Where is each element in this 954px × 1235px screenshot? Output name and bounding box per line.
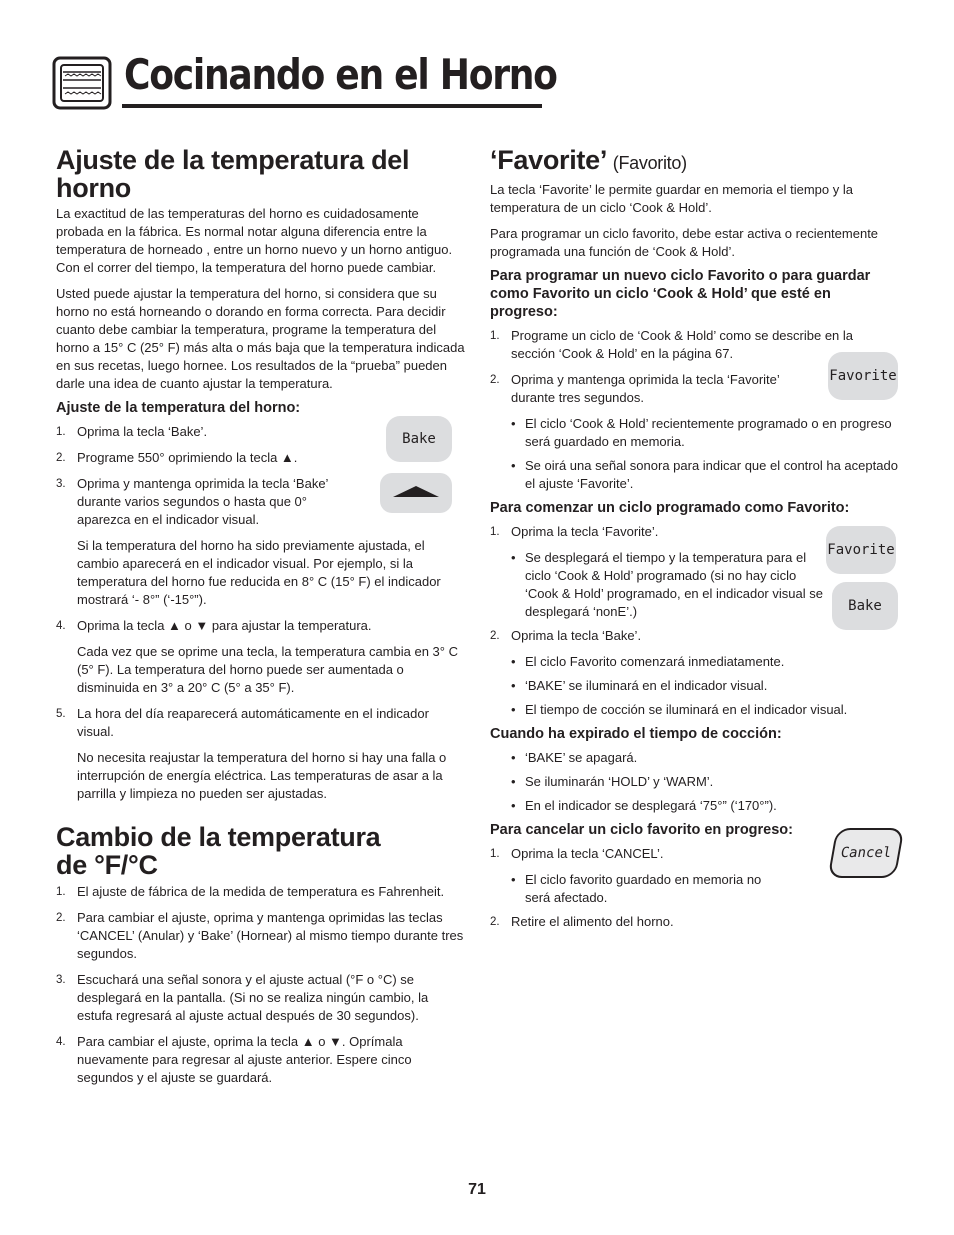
bullet-text: Se desplegará el tiempo y la temperatura para el ciclo ‘Cook & Hold’ programado (si no hay ciclo ‘Cook & Hold’ programado, en el indicador visual se desplegará ‘nonE’.) bbox=[525, 550, 823, 619]
step-number: 1. bbox=[490, 526, 500, 538]
list-item: • El tiempo de cocción se iluminará en el indicador visual. bbox=[511, 702, 848, 717]
step-number: 1. bbox=[56, 886, 66, 898]
adjust-step bbox=[56, 475, 357, 529]
step-text: Para cambiar el ajuste, oprima la tecla ▲ o ▼. Oprímala nuevamente para regresar al ajuste anterior. Espere cinco segundos y el ajuste se guardará. bbox=[77, 1034, 412, 1085]
units-step bbox=[56, 971, 466, 1025]
step-number: 2. bbox=[490, 916, 500, 928]
step-text: Programe 550° oprimiendo la tecla ▲. bbox=[77, 450, 298, 465]
adjust-subheading: Ajuste de la temperatura del horno: bbox=[56, 400, 301, 416]
step-text: Para cambiar el ajuste, oprima y mantenga oprimidas las teclas ‘CANCEL’ (Anular) y ‘Bake’ (Hornear) al mismo tiempo durante tres segundos. bbox=[77, 910, 464, 961]
step-note: Si la temperatura del horno ha sido previamente ajustada, el cambio aparecerá en el indicador visual. Por ejemplo, si la temperatura del horno fue reducida en 8° C (15° F) el indicador mostrará ‘- 8°” (‘-15°”). bbox=[77, 538, 441, 607]
step-number: 3. bbox=[56, 478, 66, 490]
section-heading-adjust: Ajuste de la temperatura del horno bbox=[56, 145, 410, 203]
step-note: Cada vez que se oprime una tecla, la temperatura cambia en 3° C (5° F). La temperatura del horno puede ser aumentada o disminuida en 3° a 20° C (5° a 35° F). bbox=[77, 644, 458, 695]
up-arrow-icon bbox=[393, 486, 439, 497]
step-text: Oprima la tecla ‘Bake’. bbox=[511, 628, 642, 643]
units-step bbox=[56, 883, 466, 901]
bullet-text: Se iluminarán ‘HOLD’ y ‘WARM’. bbox=[525, 774, 714, 789]
step-number: 1. bbox=[490, 848, 500, 860]
left-column bbox=[56, 146, 466, 1095]
bullet-text: ‘BAKE’ se apagará. bbox=[525, 750, 638, 765]
bullet-text: El ciclo ‘Cook & Hold’ recientemente programado o en progreso será guardado en memoria. bbox=[525, 416, 892, 449]
adjust-para-2: Usted puede ajustar la temperatura del horno, si considera que su horno no está horneando o dorando en forma correcta. Para decidir cuanto debe cambiar la temperatura, programe la temperatura del horno a 15° C (25° F) más alta o más baja que la temperatura indicada en sus recetas, luego hornee. Los resultados de la “prueba” pueden darle una idea de cuanto ajustar la temperatura. bbox=[56, 286, 465, 391]
step-note: No necesita reajustar la temperatura del horno si hay una falla o interrupción de energía eléctrica. Las temperaturas de asar a la parrilla y limpieza no pueden ser ajustadas. bbox=[77, 750, 447, 801]
step-text: Oprima la tecla ‘Bake’. bbox=[77, 424, 208, 439]
page-title: Cocinando en el Horno bbox=[124, 50, 557, 99]
expired-heading: Cuando ha expirado el tiempo de cocción: bbox=[490, 726, 782, 742]
step-text: Oprima y mantenga oprimida la tecla ‘Favorite’ durante tres segundos. bbox=[511, 372, 780, 405]
step-number: 2. bbox=[56, 452, 66, 464]
bullet-text: El ciclo Favorito comenzará inmediatamente. bbox=[525, 654, 785, 669]
step-number: 4. bbox=[56, 620, 66, 632]
units-step bbox=[56, 1033, 466, 1087]
cancel-step bbox=[490, 913, 900, 931]
step-number: 1. bbox=[56, 426, 66, 438]
program-heading: Para programar un nuevo ciclo Favorito o para guardar como Favorito un ciclo ‘Cook & Hold’ que esté en progreso: bbox=[490, 268, 871, 320]
list-item: • El ciclo favorito guardado en memoria no será afectado. bbox=[511, 872, 762, 905]
step-text: Oprima la tecla ▲ o ▼ para ajustar la temperatura. bbox=[77, 618, 372, 633]
bullet-text: En el indicador se desplegará ‘75°” (‘170°”). bbox=[525, 798, 777, 813]
step-text: Escuchará una señal sonora y el ajuste actual (°F o °C) se desplegará en la pantalla. (Si no se realiza ningún cambio, la estufa regresará al ajuste actual después de 30 segundos). bbox=[77, 972, 429, 1023]
favorite-para-2: Para programar un ciclo favorito, debe estar activa o recientemente programada una función de ‘Cook & Hold’. bbox=[490, 226, 879, 259]
favorite-heading-sub: (Favorito) bbox=[612, 153, 687, 173]
up-arrow-key bbox=[380, 473, 452, 513]
step-number: 3. bbox=[56, 974, 66, 986]
step-text: El ajuste de fábrica de la medida de temperatura es Fahrenheit. bbox=[77, 884, 445, 899]
bullet-text: El ciclo favorito guardado en memoria no será afectado. bbox=[525, 872, 762, 905]
list-item: • ‘BAKE’ se apagará. bbox=[511, 750, 638, 765]
adjust-para-1: La exactitud de las temperaturas del horno es cuidadosamente probada en la fábrica. Es normal notar alguna diferencia entre la temperatura de horneado , entre un horno nuevo y un horno antiguo. Con el correr del tiempo, la temperatura del horno puede cambiar. bbox=[56, 206, 453, 275]
start-step bbox=[490, 627, 900, 645]
adjust-step bbox=[56, 617, 466, 635]
bullet-text: El tiempo de cocción se iluminará en el indicador visual. bbox=[525, 702, 848, 717]
step-number: 2. bbox=[490, 630, 500, 642]
list-item: • ‘BAKE’ se iluminará en el indicador visual. bbox=[511, 678, 768, 693]
adjust-step bbox=[56, 449, 387, 467]
step-text: Oprima la tecla ‘CANCEL’. bbox=[511, 846, 664, 861]
favorite-key: Favorite bbox=[828, 352, 898, 400]
step-number: 2. bbox=[56, 912, 66, 924]
step-number: 5. bbox=[56, 708, 66, 720]
bake-key: Bake bbox=[832, 582, 898, 630]
step-number: 1. bbox=[490, 330, 500, 342]
list-item: • Se desplegará el tiempo y la temperatura para el ciclo ‘Cook & Hold’ programado (si no hay ciclo ‘Cook & Hold’ programado, en el indicador visual se desplegará ‘nonE’.) bbox=[511, 550, 823, 619]
list-item: • Se oirá una señal sonora para indicar que el control ha aceptado el ajuste ‘Favorite’. bbox=[511, 458, 898, 491]
bake-key: Bake bbox=[386, 416, 452, 462]
title-rule bbox=[122, 104, 542, 108]
list-item: • En el indicador se desplegará ‘75°” (‘170°”). bbox=[511, 798, 777, 813]
adjust-step bbox=[56, 705, 466, 741]
favorite-key: Favorite bbox=[826, 526, 896, 574]
list-item: • El ciclo ‘Cook & Hold’ recientemente programado o en progreso será guardado en memoria. bbox=[511, 416, 892, 449]
start-heading: Para comenzar un ciclo programado como Favorito: bbox=[490, 500, 850, 516]
adjust-step bbox=[56, 423, 387, 441]
step-text: Retire el alimento del horno. bbox=[511, 914, 674, 929]
step-text: La hora del día reaparecerá automáticamente en el indicador visual. bbox=[77, 706, 429, 739]
step-number: 2. bbox=[490, 374, 500, 386]
bullet-text: ‘BAKE’ se iluminará en el indicador visual. bbox=[525, 678, 768, 693]
step-text: Programe un ciclo de ‘Cook & Hold’ como se describe en la sección ‘Cook & Hold’ en la página 67. bbox=[511, 328, 854, 361]
favorite-para-1: La tecla ‘Favorite’ le permite guardar en memoria el tiempo y la temperatura de un ciclo ‘Cook & Hold’. bbox=[490, 182, 853, 215]
page-header bbox=[52, 50, 557, 114]
section-heading-favorite bbox=[490, 146, 900, 177]
units-step bbox=[56, 909, 466, 963]
page-number: 71 bbox=[468, 1181, 486, 1198]
list-item: • Se iluminarán ‘HOLD’ y ‘WARM’. bbox=[511, 774, 714, 789]
bullet-text: Se oirá una señal sonora para indicar que el control ha aceptado el ajuste ‘Favorite’. bbox=[525, 458, 898, 491]
step-text: Oprima y mantenga oprimida la tecla ‘Bake’ durante varios segundos o hasta que 0° aparezca en el indicador visual. bbox=[77, 476, 328, 527]
oven-icon bbox=[52, 56, 112, 110]
step-text: Oprima la tecla ‘Favorite’. bbox=[511, 524, 659, 539]
favorite-heading: ‘Favorite’ bbox=[490, 145, 606, 175]
step-number: 4. bbox=[56, 1036, 66, 1048]
cancel-heading: Para cancelar un ciclo favorito en progreso: bbox=[490, 822, 793, 838]
list-item: • El ciclo Favorito comenzará inmediatamente. bbox=[511, 654, 785, 669]
program-step bbox=[490, 371, 791, 407]
section-heading-units: Cambio de la temperatura de °F/°C bbox=[56, 822, 381, 880]
cancel-key: Cancel bbox=[828, 828, 905, 878]
